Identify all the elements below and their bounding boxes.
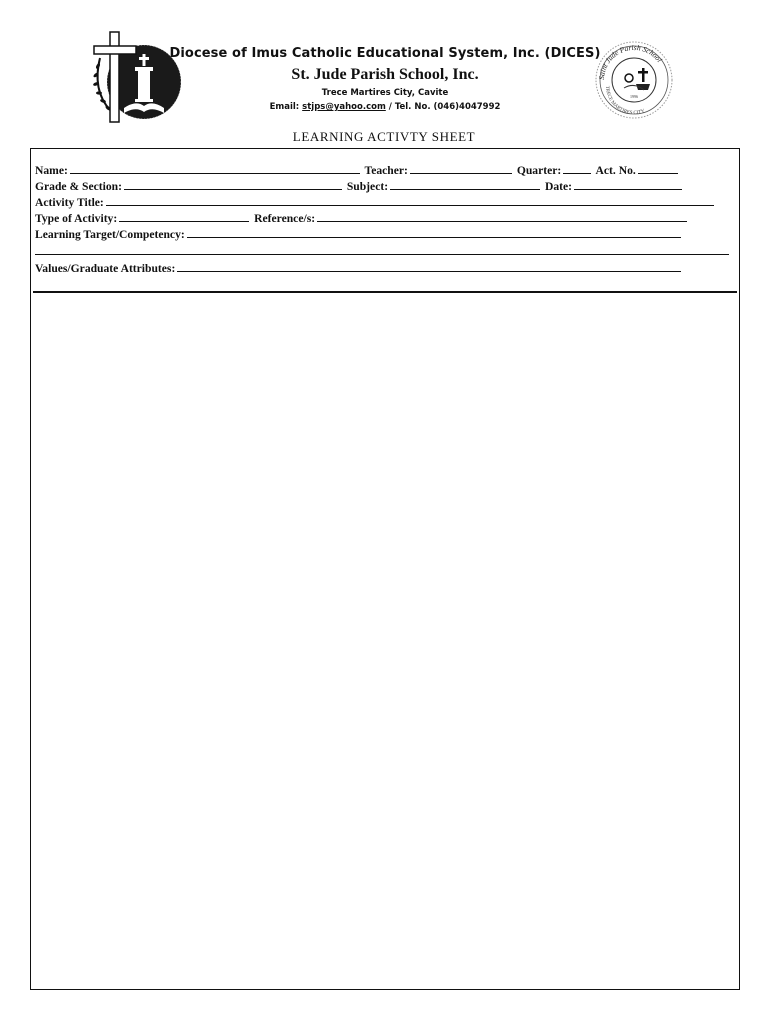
row-values	[35, 261, 683, 276]
date-field[interactable]	[574, 179, 682, 190]
activity-title-field[interactable]	[106, 195, 714, 206]
values-label: Values/Graduate Attributes:	[35, 262, 176, 275]
seal-text-top: Saint Jude Parish School	[596, 42, 665, 81]
grade-section-label: Grade & Section:	[35, 180, 122, 193]
email-link[interactable]: stjps@yahoo.com	[302, 102, 386, 112]
subject-label: Subject:	[346, 180, 389, 193]
sheet-title: LEARNING ACTIVTY SHEET	[292, 129, 476, 144]
name-field[interactable]	[70, 163, 360, 174]
answer-area[interactable]	[31, 295, 737, 987]
references-field[interactable]	[317, 211, 687, 222]
date-label: Date:	[544, 180, 573, 193]
act-no-label: Act. No.	[595, 164, 636, 177]
activity-title-label: Activity Title:	[35, 196, 104, 209]
quarter-field[interactable]	[563, 163, 591, 174]
learning-target-field[interactable]	[187, 227, 681, 238]
contact-info	[150, 102, 620, 112]
type-of-activity-field[interactable]	[119, 211, 249, 222]
seal-text-bottom: TRECE MARTIRES CITY	[603, 85, 646, 117]
row-name-teacher	[35, 163, 680, 178]
references-label: Reference/s:	[254, 212, 316, 225]
subject-field[interactable]	[390, 179, 540, 190]
school-seal-logo	[588, 40, 680, 120]
header-divider	[33, 291, 737, 293]
school-address: Trece Martires City, Cavite	[321, 88, 449, 98]
quarter-label: Quarter:	[516, 164, 562, 177]
type-of-activity-label: Type of Activity:	[35, 212, 118, 225]
name-label: Name:	[35, 164, 68, 177]
row-learning-target	[35, 227, 683, 242]
document-header	[0, 0, 768, 125]
teacher-field[interactable]	[410, 163, 512, 174]
activity-sheet-frame	[30, 148, 740, 990]
seal-year: 1996	[630, 94, 638, 99]
school-name: St. Jude Parish School, Inc.	[291, 66, 479, 83]
row-activity-title	[35, 195, 716, 210]
grade-section-field[interactable]	[124, 179, 342, 190]
organization-name: Diocese of Imus Catholic Educational System, Inc. (DICES)	[169, 46, 601, 61]
row-type-reference	[35, 211, 689, 226]
learning-target-label: Learning Target/Competency:	[35, 228, 185, 241]
email-label: Email:	[269, 102, 303, 112]
teacher-label: Teacher:	[364, 164, 408, 177]
values-field[interactable]	[177, 261, 681, 272]
learning-target-continuation-field[interactable]	[35, 254, 729, 255]
row-grade-subject	[35, 179, 684, 194]
act-no-field[interactable]	[638, 163, 678, 174]
phone-number: / Tel. No. (046)4047992	[385, 102, 501, 112]
